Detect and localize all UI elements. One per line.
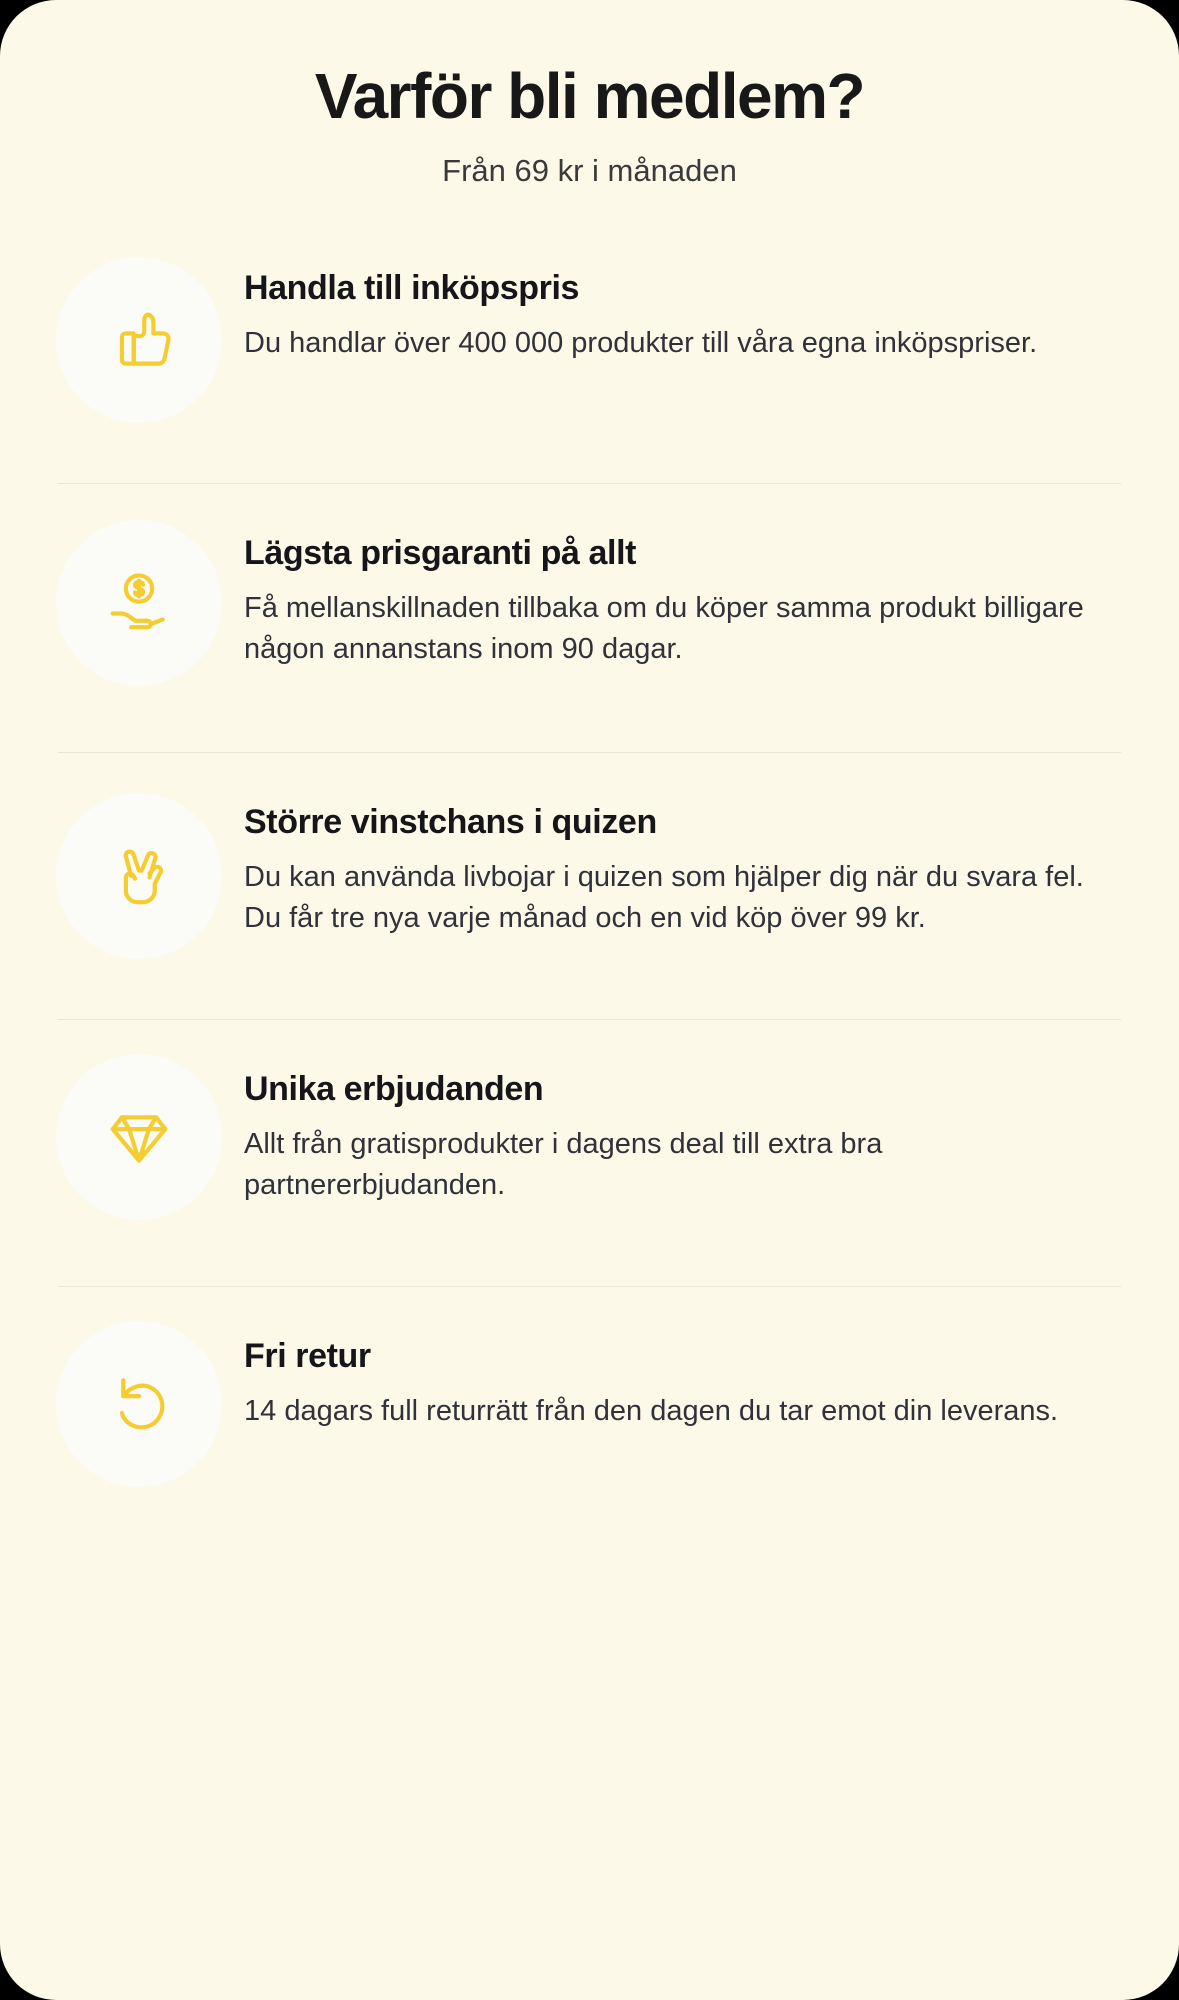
benefit-title: Större vinstchans i quizen <box>244 802 657 841</box>
benefit-icon-circle <box>56 793 222 959</box>
list-item[interactable] <box>40 779 1139 959</box>
benefit-description: Du kan använda livbojar i quizen som hjälper dig när du svara fel. Du får tre nya varje månad och en vid köp över 99 kr. <box>244 861 1084 935</box>
diamond-icon <box>97 1095 181 1179</box>
benefit-icon-circle <box>56 1321 222 1487</box>
spacer <box>40 959 1139 993</box>
page-subtitle: Från 69 kr i månaden <box>442 152 737 188</box>
benefits-list <box>0 245 1179 1487</box>
benefit-texts <box>244 1046 1139 1207</box>
benefit-title: Lägsta prisgaranti på allt <box>244 533 637 572</box>
benefit-title: Handla till inköpspris <box>244 268 580 307</box>
divider <box>58 1019 1121 1020</box>
list-item[interactable] <box>40 510 1139 686</box>
page-title: Varför bli medlem? <box>314 60 865 132</box>
benefit-texts <box>244 510 1139 671</box>
benefit-texts <box>244 779 1139 940</box>
benefit-title: Unika erbjudanden <box>244 1069 544 1108</box>
benefit-icon-circle <box>56 1054 222 1220</box>
divider <box>58 483 1121 484</box>
thumbs-up-icon <box>97 298 181 382</box>
benefit-icon-circle <box>56 520 222 686</box>
benefit-texts <box>244 245 1055 365</box>
list-item[interactable] <box>40 1046 1139 1220</box>
list-item[interactable] <box>40 245 1139 423</box>
divider <box>58 752 1121 753</box>
spacer <box>40 686 1139 726</box>
benefit-description: Allt från gratisprodukter i dagens deal till extra bra partnererbjudanden. <box>244 1128 883 1202</box>
spacer <box>40 1220 1139 1260</box>
spacer <box>40 423 1139 457</box>
divider <box>58 1286 1121 1287</box>
benefit-description: Du handlar över 400 000 produkter till våra egna inköpspriser. <box>244 327 1038 360</box>
benefit-title: Fri retur <box>244 1336 371 1375</box>
list-item[interactable] <box>40 1313 1139 1487</box>
benefit-texts <box>244 1313 1076 1433</box>
peace-hand-icon <box>97 834 181 918</box>
return-arrow-icon <box>97 1362 181 1446</box>
benefit-icon-circle <box>56 257 222 423</box>
hand-with-money-icon <box>97 561 181 645</box>
header <box>0 0 1179 189</box>
benefit-description: 14 dagars full returrätt från den dagen du tar emot din leverans. <box>244 1395 1059 1428</box>
benefit-description: Få mellanskillnaden tillbaka om du köper samma produkt billigare någon annanstans inom 90 dagar. <box>244 592 1084 666</box>
